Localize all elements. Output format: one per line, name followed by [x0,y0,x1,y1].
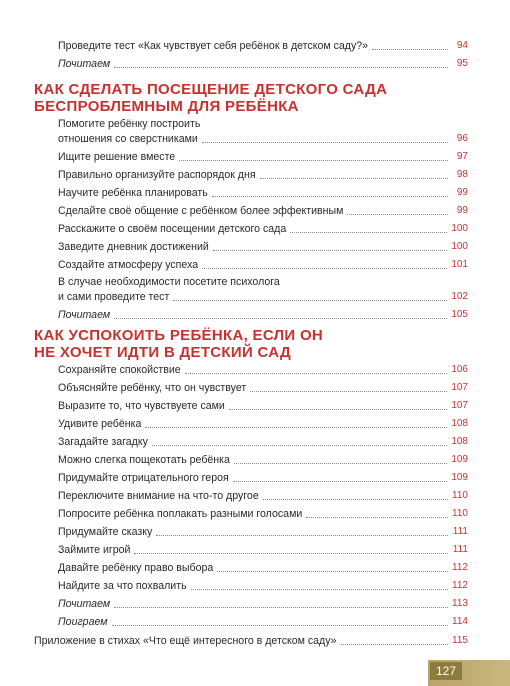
toc-entry-title: Сохраняйте спокойствие [58,364,181,376]
toc-entry [58,418,468,430]
toc-entry-page: 112 [452,580,468,591]
toc-entry-title: Почитаем [58,309,111,321]
toc-entry-page: 109 [451,472,468,483]
toc-entry-page: 108 [451,436,468,447]
toc-entry-title-line: В случае необходимости посетите психолога [58,276,280,288]
toc-entry [58,508,468,520]
dot-leader [134,553,448,554]
dot-leader [263,499,448,500]
toc-entry [58,364,468,376]
page-number: 127 [430,662,462,680]
section-heading: КАК СДЕЛАТЬ ПОСЕЩЕНИЕ ДЕТСКОГО САДА [34,81,388,98]
toc-entry [58,436,468,448]
dot-leader [260,178,448,179]
toc-entry-title: и сами проведите тест [58,291,170,303]
dot-leader [290,232,447,233]
toc-entry [58,223,468,235]
toc-entry-title: Придумайте отрицательного героя [58,472,229,484]
toc-entry [58,151,468,163]
toc-entry-page: 106 [451,364,468,375]
dot-leader [212,196,448,197]
toc-entry-page: 95 [456,58,468,69]
toc-entry-page: 97 [456,151,468,162]
toc-entry-page: 96 [456,133,468,144]
toc-entry [58,309,468,321]
toc-entry-title: Давайте ребёнку право выбора [58,562,214,574]
toc-entry-title: Создайте атмосферу успеха [58,259,199,271]
dot-leader [114,607,448,608]
dot-leader [347,214,448,215]
toc-entry [58,580,468,592]
toc-entry-title: отношения со сверстниками [58,133,198,145]
dot-leader [217,571,448,572]
toc-entry-title: Придумайте сказку [58,526,153,538]
dot-leader [112,625,448,626]
toc-entry-page: 99 [456,187,468,198]
dot-leader [173,300,447,301]
toc-entry-title: Объясняйте ребёнку, что он чувствует [58,382,247,394]
toc-entry-page: 105 [451,309,468,320]
toc-entry-title: Почитаем [58,598,111,610]
toc-entry-title: Сделайте своё общение с ребёнком более эффективным [58,205,344,217]
toc-entry-page: 100 [451,223,468,234]
toc-entry-page: 110 [452,490,468,501]
toc-entry-title: Расскажите о своём посещении детского сада [58,223,287,235]
toc-entry-page: 94 [456,40,468,51]
dot-leader [185,373,448,374]
toc-entry-title: Попросите ребёнка поплакать разными голосами [58,508,303,520]
dot-leader [234,463,447,464]
dot-leader [233,481,448,482]
toc-entry-title: Найдите за что похвалить [58,580,187,592]
toc-entry-title: Проведите тест «Как чувствует себя ребёнок в детском саду?» [58,40,369,52]
dot-leader [145,427,447,428]
toc-entry [58,169,468,181]
dot-leader [372,49,448,50]
toc-entry [58,454,468,466]
toc-entry [58,526,468,538]
dot-leader [156,535,448,536]
toc-entry-title: Загадайте загадку [58,436,148,448]
toc-entry-title: Заведите дневник достижений [58,241,209,253]
toc-entry-page: 113 [452,598,468,609]
toc-entry-title-line: Помогите ребёнку построить [58,118,201,130]
toc-entry-title: Займите игрой [58,544,131,556]
toc-entry [58,562,468,574]
toc-entry-page: 115 [452,635,468,646]
toc-entry [58,259,468,271]
dot-leader [152,445,447,446]
toc-entry-page: 98 [456,169,468,180]
dot-leader [191,589,448,590]
dot-leader [341,644,448,645]
toc-entry [58,58,468,70]
toc-entry-page: 100 [451,241,468,252]
dot-leader [202,142,448,143]
toc-entry [58,40,468,52]
toc-entry [58,598,468,610]
toc-entry [58,544,468,556]
toc-entry-page: 114 [452,616,468,627]
dot-leader [306,517,448,518]
toc-entry-title: Почитаем [58,58,111,70]
toc-entry-title: Приложение в стихах «Что ещё интересного в детском саду» [34,635,337,647]
section-heading: БЕСПРОБЛЕМНЫМ ДЛЯ РЕБЁНКА [34,98,299,115]
toc-entry [58,241,468,253]
section-heading: НЕ ХОЧЕТ ИДТИ В ДЕТСКИЙ САД [34,344,291,361]
toc-entry [58,472,468,484]
toc-entry-page: 101 [451,259,468,270]
toc-entry [58,187,468,199]
section-heading: КАК УСПОКОИТЬ РЕБЁНКА, ЕСЛИ ОН [34,327,324,344]
toc-entry-title: Научите ребёнка планировать [58,187,208,199]
dot-leader [179,160,448,161]
dot-leader [229,409,447,410]
dot-leader [114,318,447,319]
toc-entry-page: 107 [451,382,468,393]
toc-entry [58,205,468,217]
toc-entry-title: Ищите решение вместе [58,151,176,163]
dot-leader [213,250,447,251]
toc-entry-page: 111 [452,544,468,555]
toc-entry-appendix [34,635,468,647]
toc-entry-page: 111 [452,526,468,537]
toc-entry [58,382,468,394]
toc-entry [58,616,468,628]
toc-entry [58,400,468,412]
toc-entry-page: 110 [452,508,468,519]
toc-entry [58,133,468,145]
toc-entry-page: 99 [456,205,468,216]
dot-leader [202,268,447,269]
toc-entry [58,291,468,303]
toc-entry-page: 108 [451,418,468,429]
toc-entry-page: 102 [451,291,468,302]
toc-entry-title: Поиграем [58,616,108,628]
toc-entry-page: 107 [451,400,468,411]
dot-leader [114,67,448,68]
dot-leader [250,391,447,392]
toc-entry-title: Можно слегка пощекотать ребёнка [58,454,230,466]
toc-entry-title: Выразите то, что чувствуете сами [58,400,225,412]
toc-entry-title: Переключите внимание на что-то другое [58,490,259,502]
toc-entry-page: 112 [452,562,468,573]
toc-entry-title: Удивите ребёнка [58,418,142,430]
toc-entry-page: 109 [451,454,468,465]
toc-entry [58,490,468,502]
toc-entry-title: Правильно организуйте распорядок дня [58,169,256,181]
